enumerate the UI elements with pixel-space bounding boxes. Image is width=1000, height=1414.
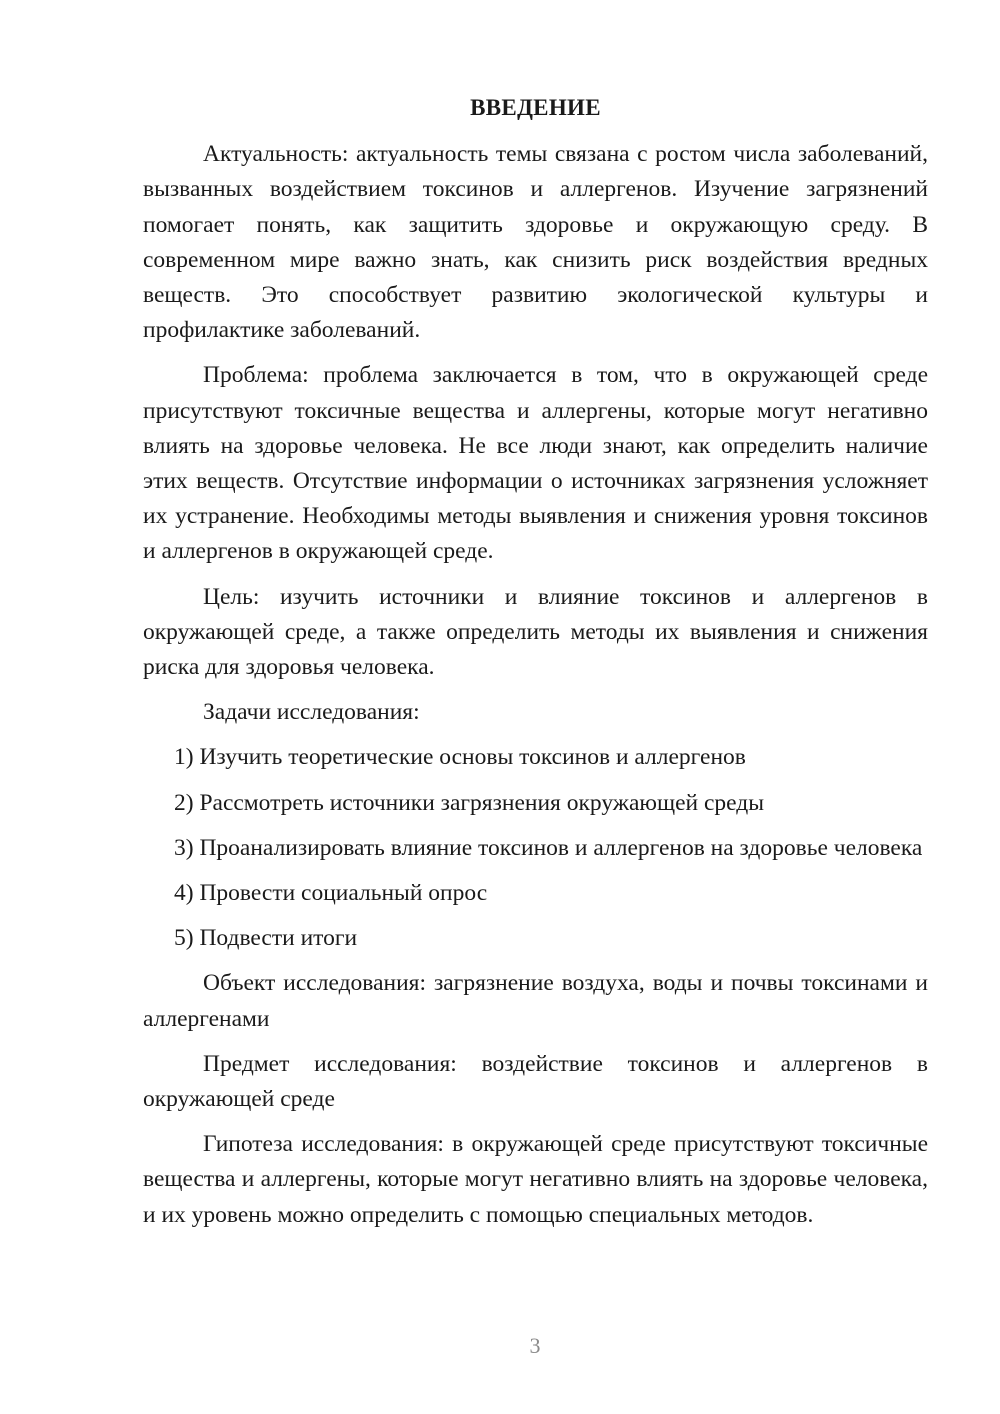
task-item: 5) Подвести итоги bbox=[174, 925, 358, 952]
paragraph-object: Объект исследования: загрязнение воздуха, воды и почвы токсинами и аллергенами bbox=[143, 970, 928, 1032]
paragraph-tasks-heading: Задачи исследования: bbox=[203, 699, 420, 726]
paragraph-problem: Проблема: проблема заключается в том, что в окружающей среде присутствуют токсичные вещества и аллергены, которые могут негативно влиять на здоровье человека. Не все люди знают, как определить наличие этих веществ. Отсутствие информации о источниках загрязнения усложняет их устранение. Необходимы методы выявления и снижения уровня токсинов и аллергенов в окружающей среде. bbox=[143, 362, 928, 565]
page-number: 3 bbox=[529, 1333, 541, 1358]
task-item: 4) Провести социальный опрос bbox=[174, 880, 488, 907]
paragraph-relevance: Актуальность: актуальность темы связана с ростом числа заболеваний, вызванных воздействием токсинов и аллергенов. Изучение загрязнений помогает понять, как защитить здоровье и окружающую среду. В современном мире важно знать, как снизить риск воздействия вредных веществ. Это способствует развитию экологической культуры и профилактике заболеваний. bbox=[143, 141, 928, 344]
task-item: 1) Изучить теоретические основы токсинов и аллергенов bbox=[174, 744, 746, 771]
paragraph-subject: Предмет исследования: воздействие токсинов и аллергенов в окружающей среде bbox=[143, 1050, 928, 1113]
task-item: 2) Рассмотреть источники загрязнения окружающей среды bbox=[174, 789, 765, 816]
page-content bbox=[143, 90, 928, 1243]
paragraph-hypothesis: Гипотеза исследования: в окружающей среде присутствуют токсичные вещества и аллергены, которые могут негативно влиять на здоровье человека, и их уровень можно определить с помощью специальных методов. bbox=[143, 1131, 928, 1228]
paragraph-goal: Цель: изучить источники и влияние токсинов и аллергенов в окружающей среде, а также определить методы их выявления и снижения риска для здоровья человека. bbox=[143, 583, 928, 681]
task-item: 3) Проанализировать влияние токсинов и аллергенов на здоровье человека bbox=[174, 834, 923, 861]
section-title: ВВЕДЕНИЕ bbox=[470, 95, 601, 120]
